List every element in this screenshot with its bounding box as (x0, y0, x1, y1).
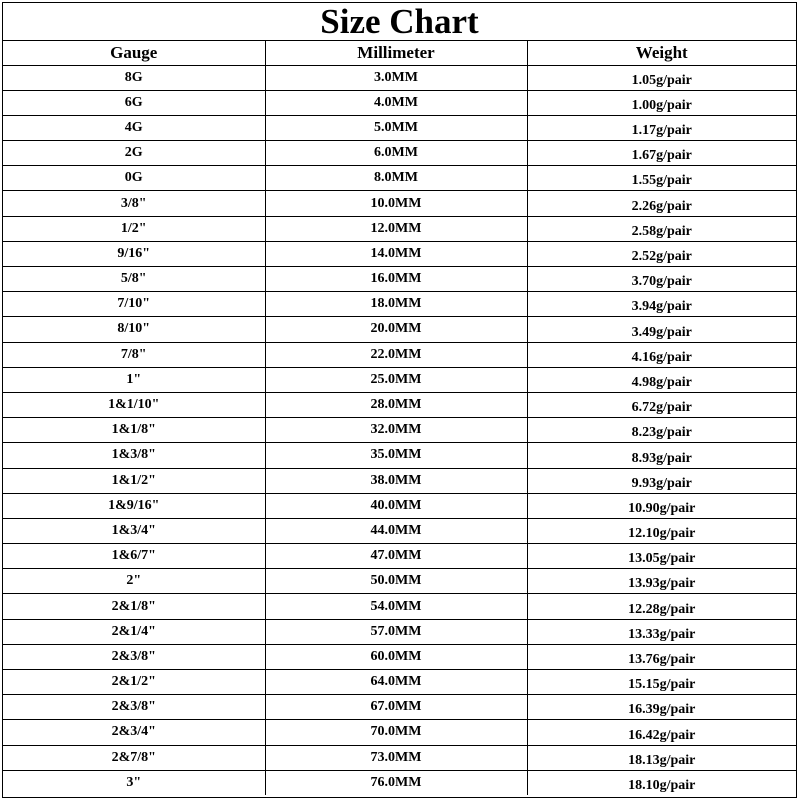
gauge-cell: 0G (3, 166, 265, 191)
table-row (3, 670, 796, 695)
gauge-cell: 3/8" (3, 191, 265, 216)
millimeter-cell: 32.0MM (265, 418, 527, 443)
gauge-cell: 6G (3, 90, 265, 115)
millimeter-cell: 44.0MM (265, 518, 527, 543)
table-row (3, 317, 796, 342)
millimeter-cell: 76.0MM (265, 770, 527, 795)
gauge-cell: 1&3/8" (3, 443, 265, 468)
weight-cell: 2.52g/pair (527, 241, 796, 266)
millimeter-cell: 38.0MM (265, 468, 527, 493)
millimeter-cell: 67.0MM (265, 695, 527, 720)
gauge-cell: 8G (3, 65, 265, 90)
table-row (3, 216, 796, 241)
weight-cell: 18.10g/pair (628, 778, 696, 794)
weight-cell: 8.23g/pair (527, 418, 796, 443)
table-row (3, 418, 796, 443)
millimeter-cell: 6.0MM (265, 141, 527, 166)
table-row (3, 493, 796, 518)
weight-cell: 2.26g/pair (527, 191, 796, 216)
millimeter-cell: 14.0MM (265, 241, 527, 266)
gauge-cell: 2&3/4" (3, 720, 265, 745)
gauge-cell: 1&1/8" (3, 418, 265, 443)
gauge-cell: 2&1/2" (3, 670, 265, 695)
millimeter-cell: 4.0MM (265, 90, 527, 115)
weight-cell: 2.58g/pair (527, 216, 796, 241)
weight-cell: 1.05g/pair (527, 65, 796, 90)
weight-cell: 3.94g/pair (527, 292, 796, 317)
table-row (3, 65, 796, 90)
millimeter-cell: 28.0MM (265, 392, 527, 417)
weight-cell: 13.05g/pair (527, 544, 796, 569)
gauge-cell: 1&1/2" (3, 468, 265, 493)
table-row (3, 544, 796, 569)
millimeter-cell: 64.0MM (265, 670, 527, 695)
millimeter-cell: 70.0MM (265, 720, 527, 745)
table-row (3, 115, 796, 140)
gauge-cell: 8/10" (3, 317, 265, 342)
table-body (3, 65, 796, 795)
gauge-cell: 7/10" (3, 292, 265, 317)
millimeter-cell: 8.0MM (265, 166, 527, 191)
gauge-cell: 1&9/16" (3, 493, 265, 518)
millimeter-cell: 57.0MM (265, 619, 527, 644)
gauge-cell: 3" (3, 770, 265, 795)
gauge-cell: 4G (3, 115, 265, 140)
table-row (3, 241, 796, 266)
column-header-weight: Weight (527, 41, 796, 65)
table-row (3, 392, 796, 417)
millimeter-cell: 60.0MM (265, 644, 527, 669)
gauge-cell: 7/8" (3, 342, 265, 367)
weight-cell: 9.93g/pair (527, 468, 796, 493)
table-row (3, 518, 796, 543)
weight-cell: 6.72g/pair (527, 392, 796, 417)
table-row (3, 644, 796, 669)
table-row (3, 367, 796, 392)
table-row (3, 468, 796, 493)
gauge-cell: 5/8" (3, 267, 265, 292)
table-row (3, 720, 796, 745)
gauge-cell: 2&7/8" (3, 745, 265, 770)
weight-cell: 4.16g/pair (527, 342, 796, 367)
column-header-gauge: Gauge (3, 41, 265, 65)
table-row (3, 267, 796, 292)
weight-cell: 3.49g/pair (527, 317, 796, 342)
weight-cell: 16.42g/pair (527, 720, 796, 745)
table-row (3, 90, 796, 115)
millimeter-cell: 5.0MM (265, 115, 527, 140)
millimeter-cell: 16.0MM (265, 267, 527, 292)
weight-cell: 1.55g/pair (527, 166, 796, 191)
column-header-millimeter: Millimeter (265, 41, 527, 65)
weight-cell: 13.33g/pair (527, 619, 796, 644)
millimeter-cell: 18.0MM (265, 292, 527, 317)
millimeter-cell: 73.0MM (265, 745, 527, 770)
weight-cell: 15.15g/pair (527, 670, 796, 695)
gauge-cell: 2&1/8" (3, 594, 265, 619)
weight-cell: 1.67g/pair (527, 141, 796, 166)
gauge-cell: 2" (3, 569, 265, 594)
table-row (3, 569, 796, 594)
table-row (3, 770, 796, 795)
gauge-cell: 2G (3, 141, 265, 166)
gauge-cell: 1&6/7" (3, 544, 265, 569)
table-row (3, 166, 796, 191)
weight-cell: 16.39g/pair (527, 695, 796, 720)
millimeter-cell: 3.0MM (265, 65, 527, 90)
weight-cell: 10.90g/pair (527, 493, 796, 518)
millimeter-cell: 20.0MM (265, 317, 527, 342)
millimeter-cell: 35.0MM (265, 443, 527, 468)
table-row (3, 695, 796, 720)
weight-cell: 13.76g/pair (527, 644, 796, 669)
table-row (3, 594, 796, 619)
millimeter-cell: 25.0MM (265, 367, 527, 392)
table-row (3, 443, 796, 468)
header-row (3, 41, 796, 65)
gauge-cell: 1&3/4" (3, 518, 265, 543)
weight-cell: 3.70g/pair (527, 267, 796, 292)
weight-cell: 1.00g/pair (527, 90, 796, 115)
millimeter-cell: 54.0MM (265, 594, 527, 619)
size-chart (2, 2, 797, 798)
millimeter-cell: 10.0MM (265, 191, 527, 216)
table-row (3, 292, 796, 317)
weight-cell: 18.13g/pair (527, 745, 796, 770)
table-row (3, 745, 796, 770)
gauge-cell: 2&1/4" (3, 619, 265, 644)
table-row (3, 342, 796, 367)
weight-cell: 12.10g/pair (527, 518, 796, 543)
weight-cell: 1.17g/pair (527, 115, 796, 140)
gauge-cell: 1&1/10" (3, 392, 265, 417)
millimeter-cell: 12.0MM (265, 216, 527, 241)
table-row (3, 619, 796, 644)
size-table (3, 41, 796, 795)
gauge-cell: 9/16" (3, 241, 265, 266)
table-row (3, 141, 796, 166)
millimeter-cell: 22.0MM (265, 342, 527, 367)
gauge-cell: 1" (3, 367, 265, 392)
table-row (3, 191, 796, 216)
weight-cell: 4.98g/pair (527, 367, 796, 392)
millimeter-cell: 50.0MM (265, 569, 527, 594)
gauge-cell: 2&3/8" (3, 695, 265, 720)
gauge-cell: 2&3/8" (3, 644, 265, 669)
weight-cell: 12.28g/pair (527, 594, 796, 619)
millimeter-cell: 47.0MM (265, 544, 527, 569)
millimeter-cell: 40.0MM (265, 493, 527, 518)
page-title: Size Chart (3, 3, 796, 41)
gauge-cell: 1/2" (3, 216, 265, 241)
weight-cell: 8.93g/pair (527, 443, 796, 468)
weight-cell: 13.93g/pair (527, 569, 796, 594)
